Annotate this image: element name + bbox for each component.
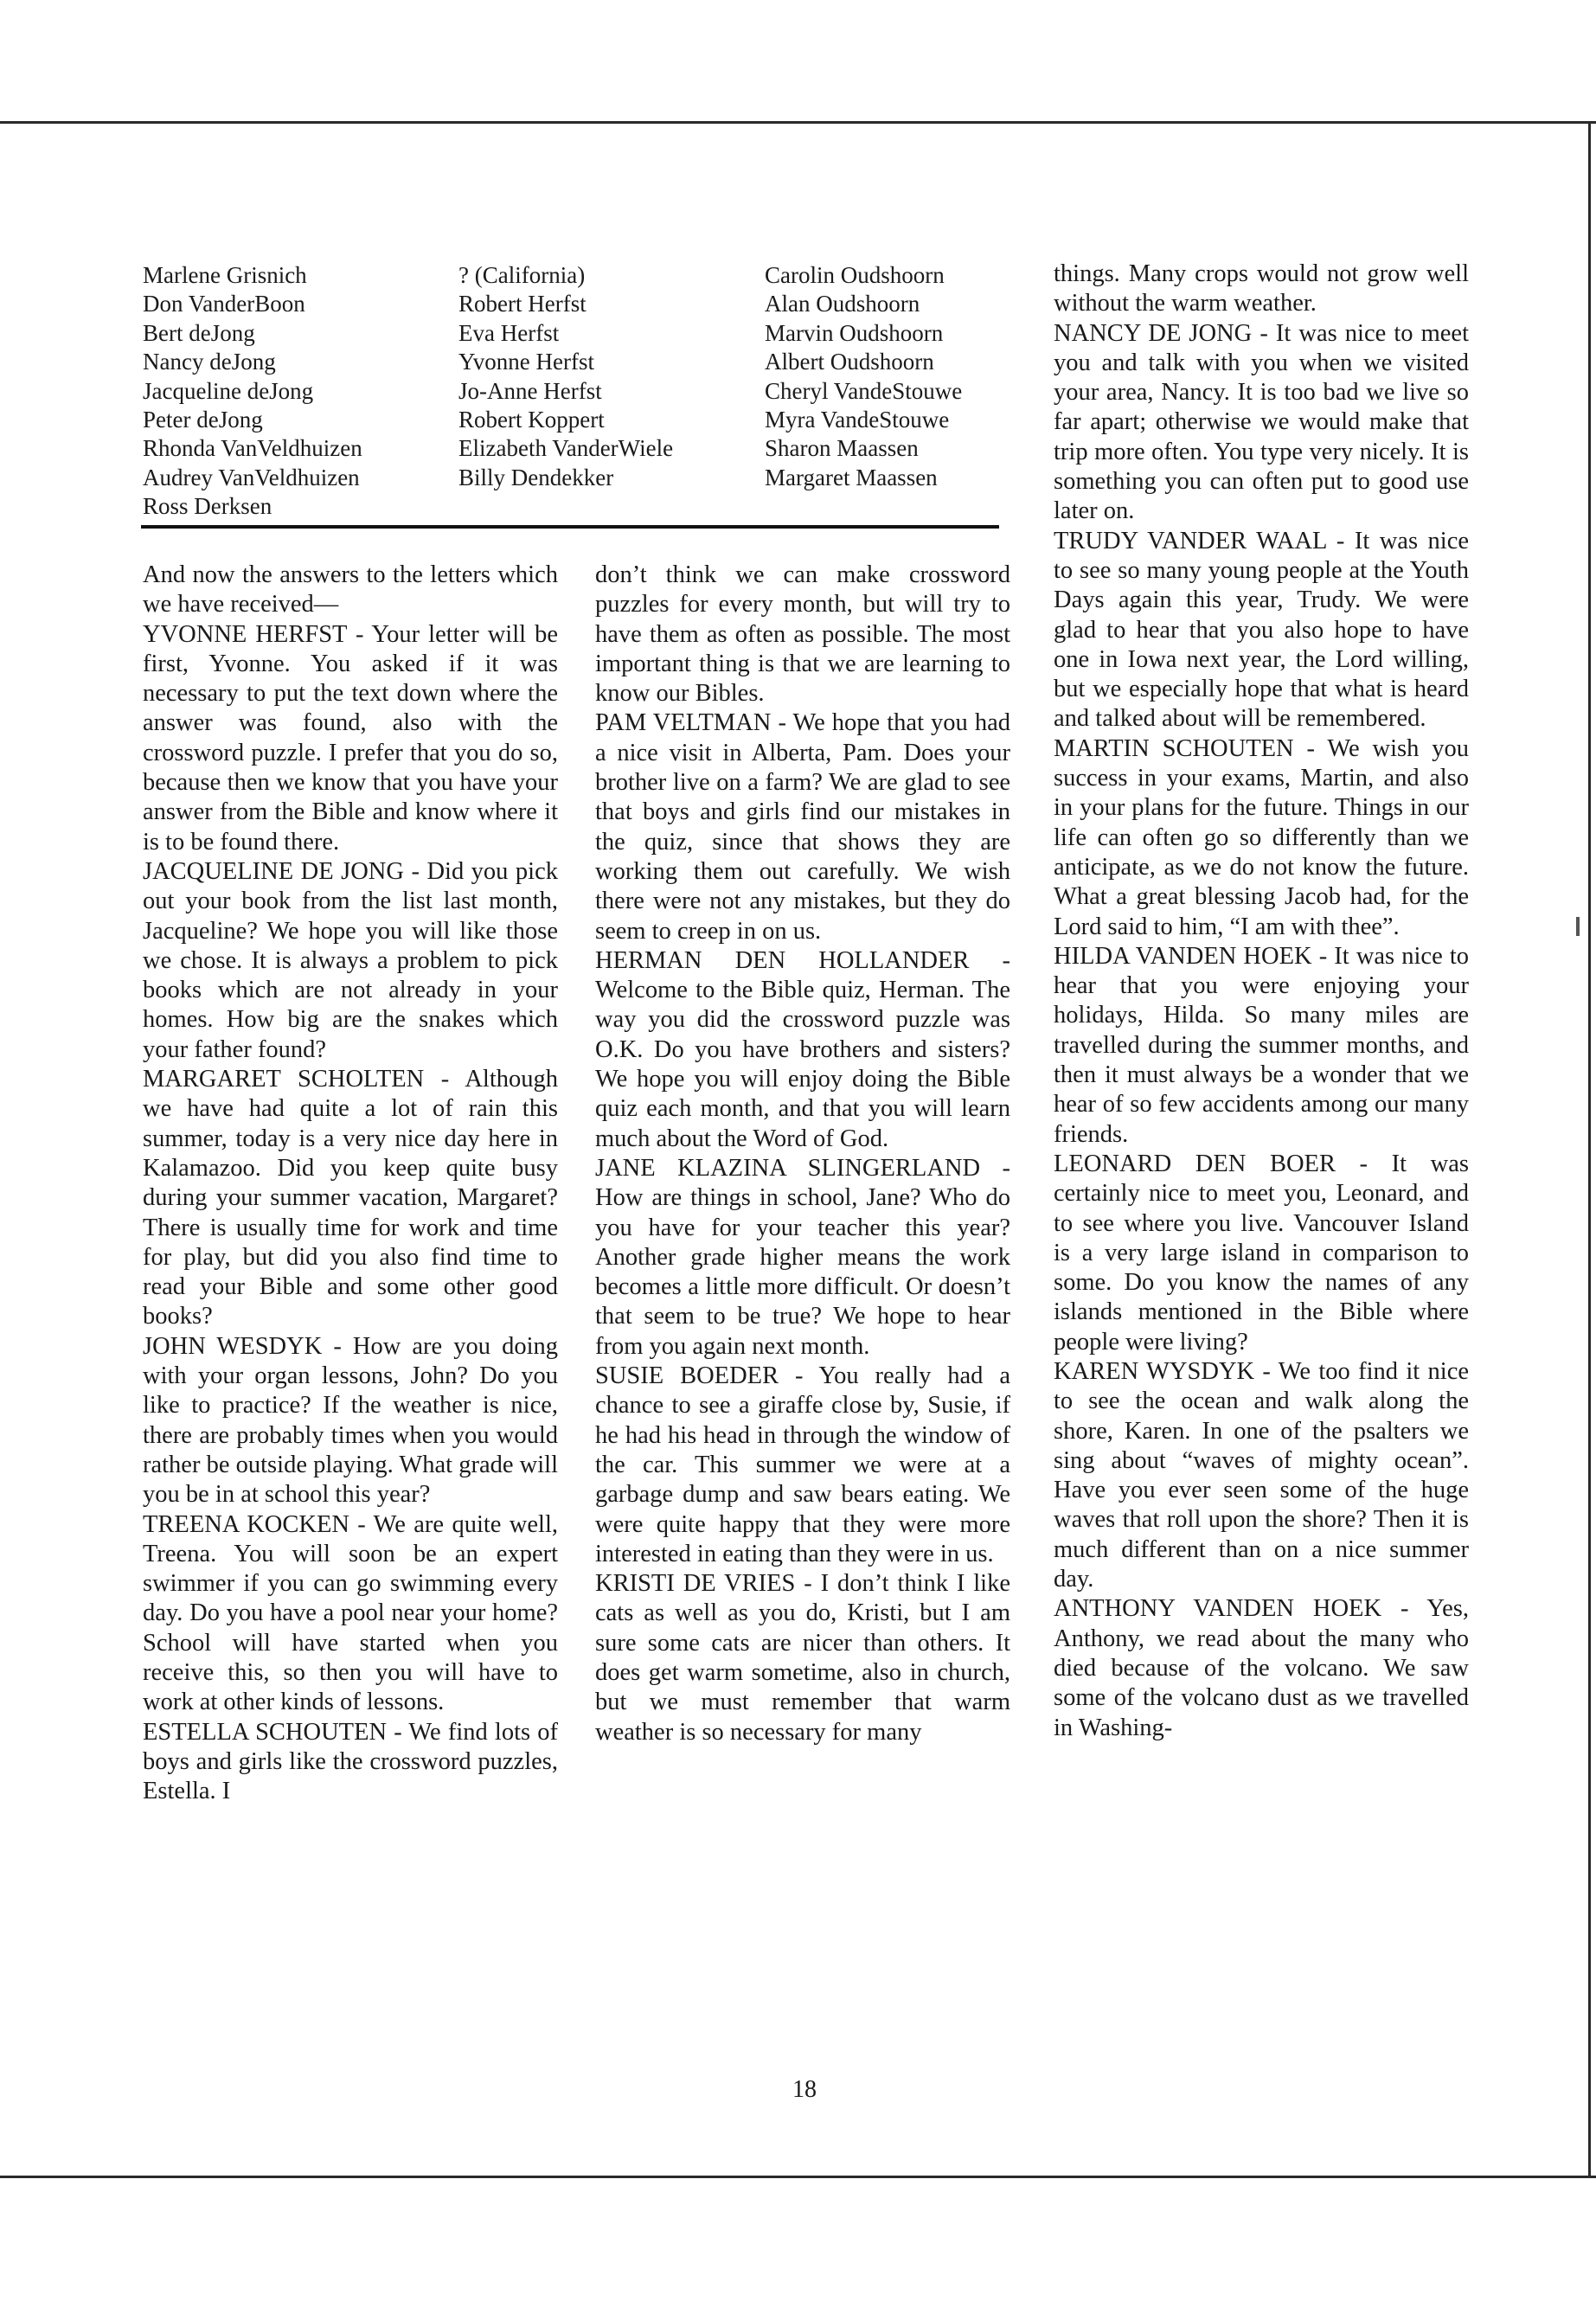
name-entry: Rhonda VanVeldhuizen (143, 435, 362, 462)
name-entry: Don VanderBoon (143, 291, 305, 317)
margin-mark (1576, 917, 1580, 936)
letter-answer: TRUDY VANDER WAAL - It was nice to see so many young people at the Youth Days again this year, Trudy. We were glad to hear that you also hope to have one in Iowa next year, the Lord willing, but we especially hope that what is heard and talked about will be remembered. (1054, 527, 1469, 733)
name-entry: Elizabeth VanderWiele (458, 435, 674, 462)
name-entry: ? (California) (458, 262, 586, 288)
letter-answer: JOHN WESDYK - How are you doing with your organ lessons, John? Do you like to practice? If the weather is nice, there are probably times when you would rather be outside playing. What grade will you be in at school this year? (143, 1332, 558, 1509)
name-entry: Margaret Maassen (765, 464, 938, 490)
name-entry: Albert Oudshoorn (765, 349, 934, 375)
name-entry: Sharon Maassen (765, 435, 919, 462)
letter-answer: PAM VELTMAN - We hope that you had a nice visit in Alberta, Pam. Does your brother live on a farm? We are glad to see that boys and girls find our mistakes in the quiz, since that shows they are working them out carefully. We wish there were not any mistakes, but they do seem to creep in on us. (595, 709, 1010, 945)
name-entry: Carolin Oudshoorn (765, 262, 945, 288)
letter-answer: HILDA VANDEN HOEK - It was nice to hear that you were enjoying your holidays, Hilda. So many miles are travelled during the summer months, and then it must always be a wonder that we hear of so few accidents among our many friends. (1054, 942, 1469, 1148)
names-column-2 (458, 261, 673, 492)
letter-answer: MARGARET SCHOLTEN - Although we have had quite a lot of rain this summer, today is a very nice day here in Kalamazoo. Did you keep quite busy during your summer vacation, Margaret? There is usually time for work and time for play, but did you also find time to read your Bible and some other good books? (143, 1066, 558, 1330)
name-entry: Marvin Oudshoorn (765, 319, 944, 346)
names-divider-rule (141, 525, 999, 529)
letter-answer: SUSIE BOEDER - You really had a chance to see a giraffe close by, Susie, if he had his head in through the window of the car. This summer we were at a garbage dump and saw bears eating. We were quite happy that they were more interested in eating than they were in us. (595, 1362, 1010, 1567)
letter-answer: things. Many crops would not grow well without the warm weather. (1054, 260, 1469, 317)
name-entry: Ross Derksen (143, 493, 272, 520)
name-entry: Audrey VanVeldhuizen (143, 464, 360, 490)
letter-answer: TREENA KOCKEN - We are quite well, Treena. You will soon be an expert swimmer if you can go swimming every day. Do you have a pool near your home? School will have started when you receive this, so then you will have to work at other kinds of lessons. (143, 1510, 558, 1716)
name-entry: Yvonne Herfst (458, 349, 595, 375)
letter-answer: ANTHONY VANDEN HOEK - Yes, Anthony, we read about the many who died because of the volcano. We saw some of the volcano dust as we travelled in Washing- (1054, 1595, 1469, 1741)
name-entry: Nancy deJong (143, 349, 276, 375)
bottom-border-rule (0, 2176, 1596, 2178)
name-entry: Robert Herfst (458, 291, 586, 317)
text-column-middle (595, 561, 1010, 1747)
name-entry: Cheryl VandeStouwe (765, 377, 963, 404)
top-border-rule (0, 121, 1596, 124)
letter-answer: KRISTI DE VRIES - I don’t think I like cats as well as you do, Kristi, but I am sure some cats are nicer than others. It does get warm sometime, also in church, but we must remember that warm weather is so necessary for many (595, 1570, 1010, 1746)
name-entry: Billy Dendekker (458, 464, 614, 490)
name-entry: Peter deJong (143, 407, 263, 433)
name-entry: Jo-Anne Herfst (458, 377, 602, 404)
text-column-right (1054, 260, 1469, 1743)
letter-answer: JANE KLAZINA SLINGERLAND - How are things in school, Jane? Who do you have for your teacher this year? Another grade higher means the work becomes a little more difficult. Or doesn’t that seem to be true? We hope to hear from you again next month. (595, 1154, 1010, 1360)
right-border-rule (1588, 121, 1591, 2178)
name-entry: Alan Oudshoorn (765, 291, 920, 317)
letter-answer: LEONARD DEN BOER - It was certainly nice to meet you, Leonard, and to see where you live. Vancouver Island is a very large island in comparison to some. Do you know the names of any islands mentioned in the Bible where people were living? (1054, 1150, 1469, 1356)
letter-answer: don’t think we can make crossword puzzles for every month, but will try to have them as often as possible. The most important thing is that we are learning to know our Bibles. (595, 561, 1010, 708)
name-entry: Marlene Grisnich (143, 262, 307, 288)
text-column-left (143, 561, 558, 1806)
letter-answer: NANCY DE JONG - It was nice to meet you and talk with you when we visited your area, Nancy. It is too bad we live so far apart; otherwise we would make that trip more often. You type very nicely. It is something you can often put to good use later on. (1054, 319, 1469, 525)
name-entry: Jacqueline deJong (143, 377, 314, 404)
letter-answer: MARTIN SCHOUTEN - We wish you success in your exams, Martin, and also in your plans for the future. Things in our life can often go so differently than we anticipate, as we do not know the future. What a great blessing Jacob had, for the Lord said to him, “I am with thee”. (1054, 734, 1469, 940)
name-entry: Myra VandeStouwe (765, 407, 950, 433)
letter-answer: KAREN WYSDYK - We too find it nice to see the ocean and walk along the shore, Karen. In one of the psalters we sing about “waves of mighty ocean”. Have you ever seen some of the huge waves that roll upon the shore? Then it is much different than on a nice summer day. (1054, 1357, 1469, 1593)
name-entry: Robert Koppert (458, 407, 605, 433)
letter-answer: HERMAN DEN HOLLANDER - Welcome to the Bible quiz, Herman. The way you did the crossword puzzle was O.K. Do you have brothers and sisters? We hope you will enjoy doing the Bible quiz each month, and that you will learn much about the Word of God. (595, 946, 1010, 1152)
page-number: 18 (792, 2076, 817, 2103)
name-entry: Eva Herfst (458, 319, 560, 346)
intro-paragraph: And now the answers to the letters which we have received— (143, 561, 558, 619)
names-column-3 (765, 261, 962, 492)
name-entry: Bert deJong (143, 319, 255, 346)
names-column-1 (143, 261, 362, 522)
letter-answer: YVONNE HERFST - Your letter will be first, Yvonne. You asked if it was necessary to put the text down where the answer was found, also with the crossword puzzle. I prefer that you do so, because then we know that you have your answer from the Bible and know where it is to be found there. (143, 620, 558, 856)
letter-answer: JACQUELINE DE JONG - Did you pick out your book from the list last month, Jacqueline? We hope you will like those we chose. It is always a problem to pick books which are not already in your homes. How big are the snakes which your father found? (143, 857, 558, 1063)
letter-answer: ESTELLA SCHOUTEN - We find lots of boys and girls like the crossword puzzles, Estella. I (143, 1718, 558, 1805)
